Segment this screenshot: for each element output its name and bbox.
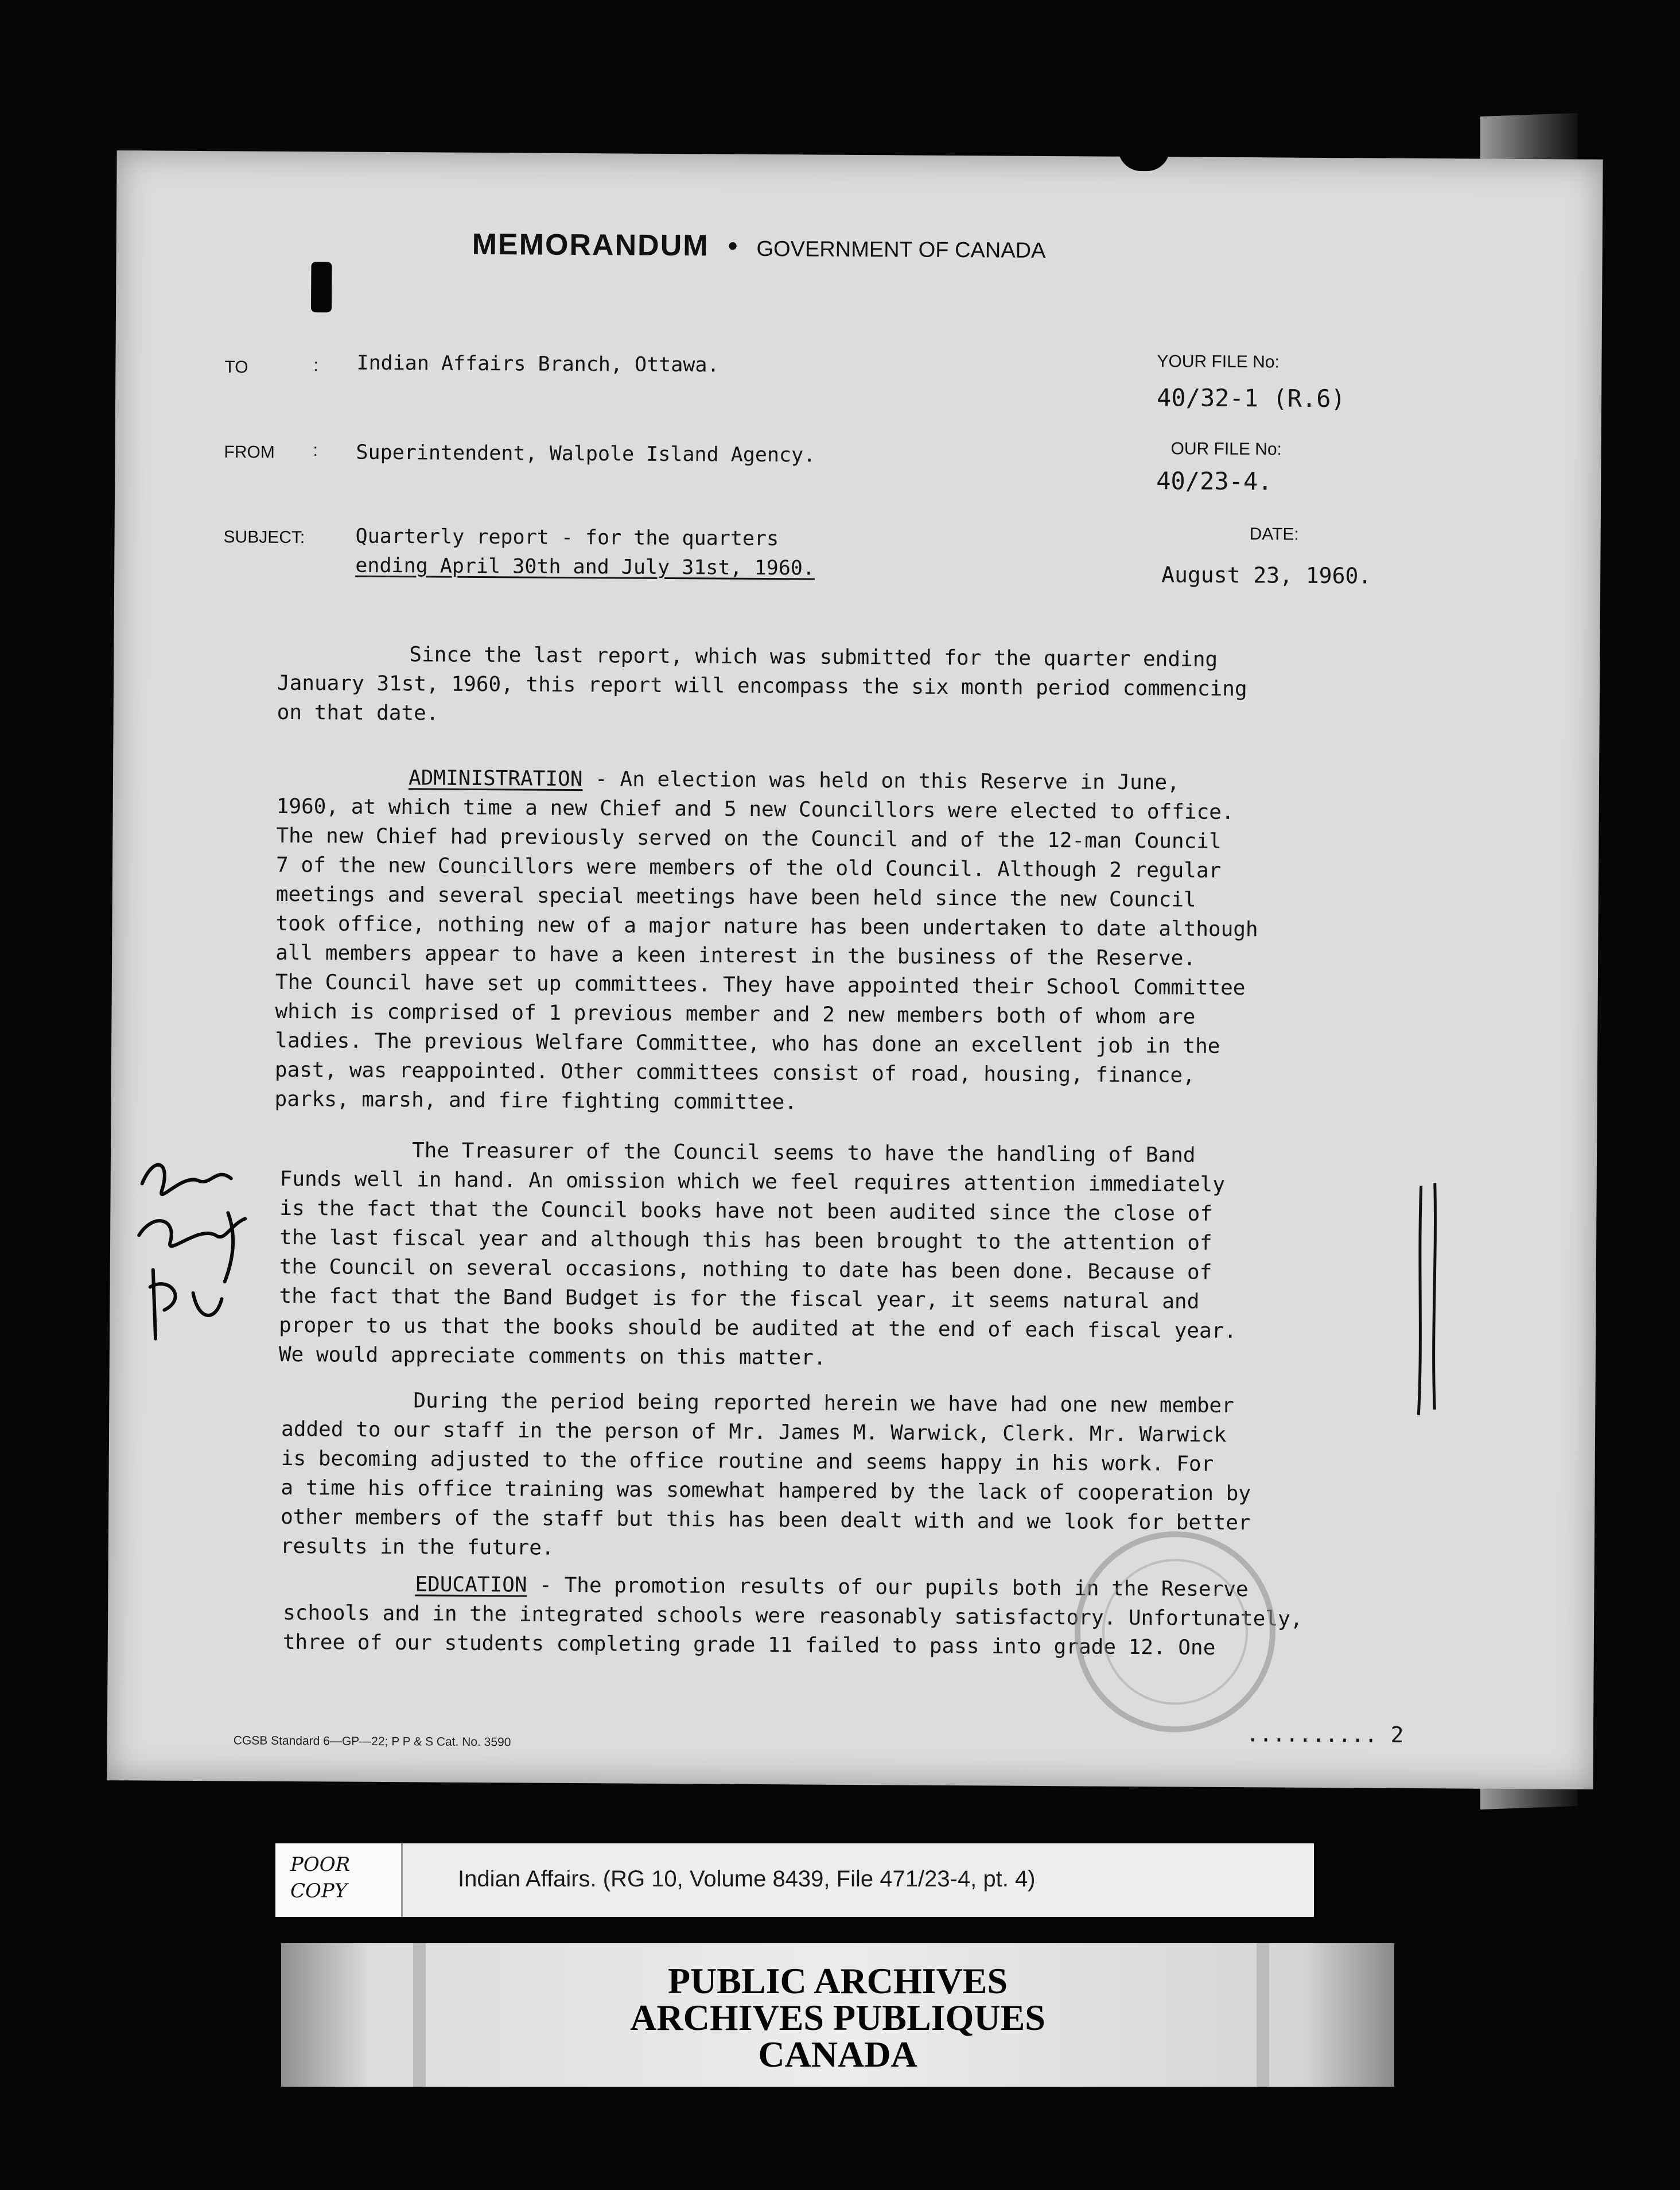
- archives-line-2: ARCHIVES PUBLIQUES: [630, 1997, 1045, 2038]
- margin-vertical-marks: [1413, 1180, 1443, 1421]
- poor-copy-note: POOR COPY: [275, 1843, 403, 1917]
- heading-separator: •: [725, 231, 741, 262]
- page-number-marker: .......... 2: [1246, 1721, 1404, 1748]
- treasurer-paragraph: The Treasurer of the Council seems to have the handling of Band Funds well in hand. An omission which we feel requires attention immediately is the fact that the Council books have not been audited since the close of the last fiscal year and although this has been brought to the attention of the Council on several occasions, nothing to date has been done. Because of the fact that the Band Budget is for the fiscal year, it seems natural and proper to us that the books should be audited at the end of each fiscal year. We would appreciate comments on this matter.: [278, 1139, 1237, 1370]
- staff-paragraph: During the period being reported herein we have had one new member added to our staff in the person of Mr. James M. Warwick, Clerk. Mr. Warwick is becoming adjusted to the office routine and seems happy in his work. For a time his office training was somewhat hampered by the lack of cooperation by other members of the staff but this has been dealt with and we look for better results in the future.: [280, 1389, 1251, 1560]
- your-file-label: YOUR FILE No:: [1157, 352, 1280, 372]
- memo-heading: [472, 227, 1046, 265]
- memo-page: [107, 150, 1603, 1789]
- handwritten-margin-note: [130, 1149, 251, 1356]
- education-text: - The promotion results of our pupils both in the Reserve schools and in the integrated schools were reasonably satisfactory. Unfortunately, three of our students completing grade 11 failed to pass into grade 12. One: [282, 1573, 1303, 1660]
- to-value: Indian Affairs Branch, Ottawa.: [356, 351, 720, 377]
- to-colon: :: [313, 356, 318, 375]
- your-file-number: 40/32-1 (R.6): [1156, 383, 1345, 413]
- administration-paragraph: [274, 763, 1493, 1121]
- date-label: DATE:: [1249, 525, 1299, 544]
- memorandum-title: MEMORANDUM: [472, 227, 709, 263]
- from-colon: :: [313, 441, 318, 460]
- from-value: Superintendent, Walpole Island Agency.: [356, 441, 816, 467]
- archives-line-3: CANADA: [758, 2034, 917, 2075]
- date-value: August 23, 1960.: [1161, 562, 1372, 589]
- government-of-canada-label: GOVERNMENT OF CANADA: [756, 236, 1046, 263]
- form-standard-footer: CGSB Standard 6—GP—22; P P & S Cat. No. 3590: [233, 1734, 511, 1749]
- archive-reference-strip: [275, 1843, 1314, 1917]
- archive-reference-text: Indian Affairs. (RG 10, Volume 8439, File 471/23-4, pt. 4): [458, 1866, 1036, 1892]
- our-file-label: OUR FILE No:: [1170, 439, 1282, 459]
- faint-circular-stamp: [1048, 1522, 1302, 1742]
- subject-line-2: ending April 30th and July 31st, 1960.: [355, 554, 815, 580]
- to-label: TO: [224, 358, 248, 377]
- our-file-number: 40/23-4.: [1156, 467, 1273, 496]
- administration-text: - An election was held on this Reserve in June, 1960, at which time a new Chief and 5 new Councillors were elected to office. The new Chief had previously served on the Council and of the 12-man Council 7 of the new Councillors were members of the old Council. Although 2 regular meetings and several special meetings have been held since the new Council took office, nothing new of a major nature has been undertaken to date although all members appear to have a keen interest in the business of the Reserve. The Council have set up committees. They have appointed their School Committee which is comprised of 1 previous member and 2 new members both of whom are ladies. The previous Welfare Committee, who has done an excellent job in the past, was reappointed. Other committees consist of road, housing, finance, parks, marsh, and fire fighting committee.: [274, 767, 1258, 1115]
- punch-hole-top: [1118, 125, 1170, 172]
- archives-title: [281, 1960, 1394, 2075]
- subject-label: SUBJECT:: [223, 527, 305, 548]
- education-heading: EDUCATION: [415, 1572, 527, 1597]
- education-paragraph: [283, 1569, 1523, 1664]
- subject-line-1: Quarterly report - for the quarters: [355, 525, 779, 551]
- punch-hole-left: [311, 262, 332, 312]
- from-label: FROM: [224, 442, 275, 462]
- public-archives-label: [281, 1943, 1394, 2087]
- administration-heading: ADMINISTRATION: [408, 766, 583, 791]
- archives-line-1: PUBLIC ARCHIVES: [667, 1960, 1008, 2001]
- intro-paragraph: Since the last report, which was submitted for the quarter ending January 31st, 1960, this report will encompass the six month period commencing on that date.: [277, 643, 1247, 725]
